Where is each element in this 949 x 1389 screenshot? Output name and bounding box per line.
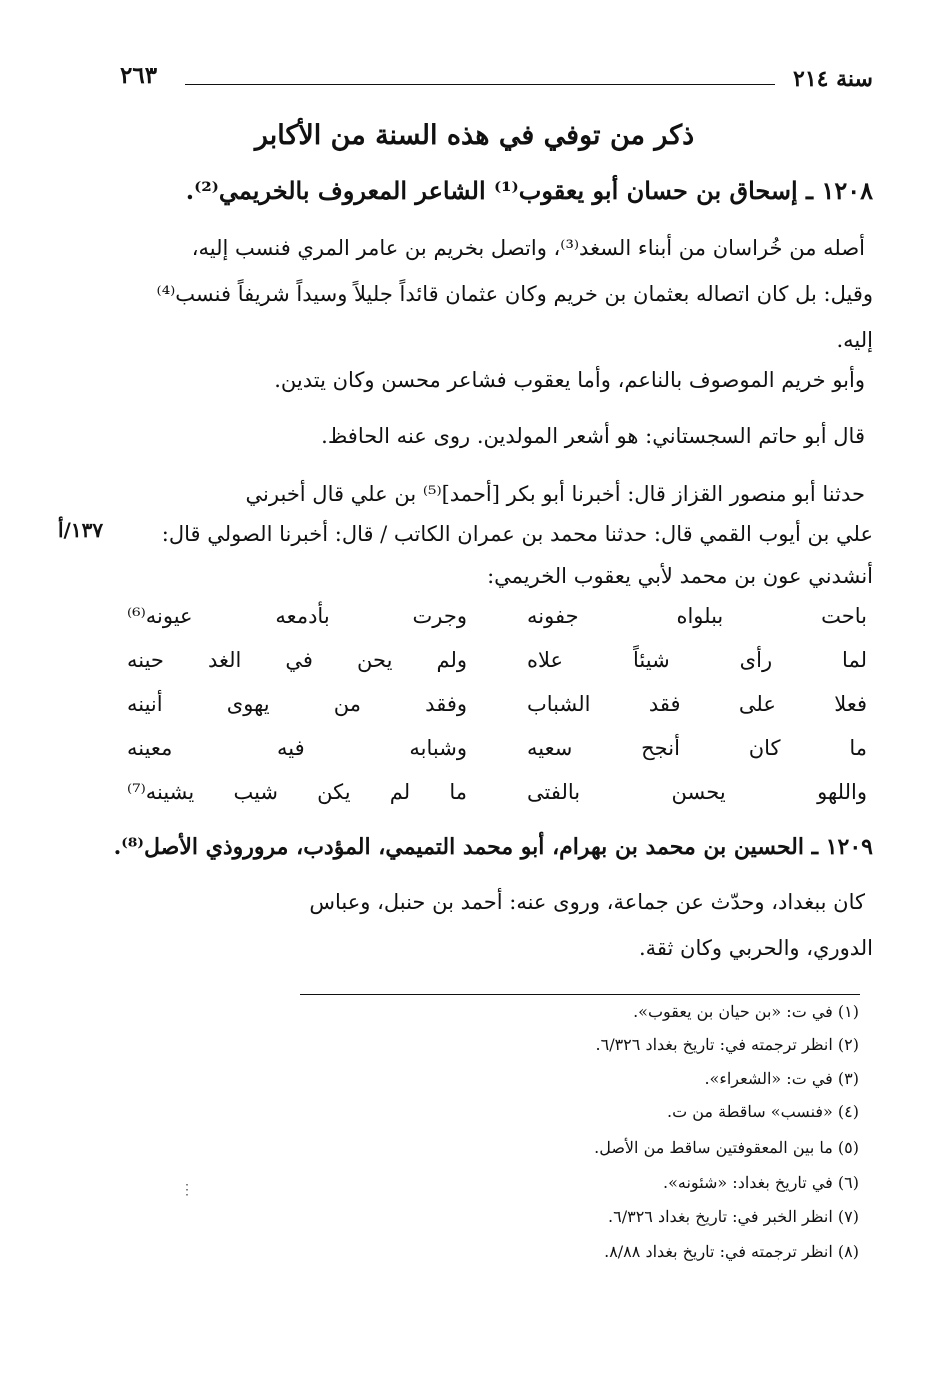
entry-1209-heading: ١٢٠٩ ـ الحسين بن محمد بن بهرام، أبو محمد التميمي، المؤدب، مروروذي الأصل⁽⁸⁾.	[113, 834, 873, 860]
folio-marker: ١٣٧/أ	[58, 518, 104, 542]
poem-verse-5-first-half: واللهو يحسن بالفتى	[527, 780, 867, 804]
entry-1208-heading: ١٢٠٨ ـ إسحاق بن حسان أبو يعقوب⁽¹⁾ الشاعر المعروف بالخريمي⁽²⁾.	[185, 176, 873, 205]
entry-1208-paragraph-3: قال أبو حاتم السجستاني: هو أشعر المولدين. روى عنه الحافظ.	[321, 424, 865, 448]
poem-verse-2-first-half: لما رأى شيئاً علاه	[527, 648, 867, 672]
poem-verse-4-second-half: وشبابه فيه معينه	[127, 736, 467, 760]
entry-1209-line-1: كان ببغداد، وحدّث عن جماعة، وروى عنه: أحمد بن حنبل، وعباس	[309, 890, 865, 914]
footnote-2: (٢) انظر ترجمته في: تاريخ بغداد ٦/٣٢٦.	[595, 1035, 859, 1054]
header-rule	[185, 84, 775, 85]
poem-verse-3-first-half: فعلا على فقد الشباب	[527, 692, 867, 716]
poem-verse-4-first-half: ما كان أنجح سعيه	[527, 736, 867, 760]
isnad-line-3: أنشدني عون بن محمد لأبي يعقوب الخريمي:	[487, 564, 873, 588]
entry-1208-line-2: وقيل: بل كان اتصاله بعثمان بن خريم وكان عثمان قائداً جليلاً وسيداً شريفاً فنسب⁽⁴⁾	[156, 282, 873, 306]
entry-1208-line-3: إليه.	[836, 328, 873, 352]
poem-verse-5-second-half: ما لم يكن شيب يشينه⁽⁷⁾	[127, 780, 467, 804]
poem-verse-1	[127, 604, 867, 640]
footnote-6: (٦) في تاريخ بغداد: «شئونه».	[663, 1173, 859, 1192]
poem-verse-4	[127, 736, 867, 772]
poem-verse-3	[127, 692, 867, 728]
poem-verse-5	[127, 780, 867, 816]
entry-1208-paragraph-2: وأبو خريم الموصوف بالناعم، وأما يعقوب فشاعر محسن وكان يتدين.	[274, 368, 865, 392]
poem-verse-2	[127, 648, 867, 684]
scan-mark: ⋮	[180, 1182, 194, 1198]
isnad-line-2: علي بن أيوب القمي قال: حدثنا محمد بن عمران الكاتب / قال: أخبرنا الصولي قال:	[161, 522, 873, 546]
section-title: ذكر من توفي في هذه السنة من الأكابر	[254, 120, 695, 151]
footnote-4: (٤) «فنسب» ساقطة من ت.	[667, 1102, 859, 1121]
footnote-7: (٧) انظر الخبر في: تاريخ بغداد ٦/٣٢٦.	[608, 1207, 859, 1226]
footnote-rule	[300, 994, 860, 995]
footnote-1: (١) في ت: «بن حيان بن يعقوب».	[633, 1002, 859, 1021]
poem-verse-1-first-half: باحت ببلواه جفونه	[527, 604, 867, 628]
isnad-line-1: حدثنا أبو منصور القزاز قال: أخبرنا أبو بكر [أحمد]⁽⁵⁾ بن علي قال أخبرني	[245, 482, 865, 506]
entry-1209-line-2: الدوري، والحربي وكان ثقة.	[638, 936, 873, 960]
footnote-8: (٨) انظر ترجمته في: تاريخ بغداد ٨/٨٨.	[604, 1242, 859, 1261]
poem-verse-1-second-half: وجرت بأدمعه عيونه⁽⁶⁾	[127, 604, 467, 628]
poem-verse-3-second-half: وفقد من يهوى أنينه	[127, 692, 467, 716]
entry-1208-line-1: أصله من خُراسان من أبناء السغد⁽³⁾، واتصل بخريم بن عامر المري فنسب إليه،	[191, 236, 865, 260]
running-header-year: سنة ٢١٤	[793, 66, 873, 92]
poem-verse-2-second-half: ولم يحن في الغد حينه	[127, 648, 467, 672]
footnote-5: (٥) ما بين المعقوفتين ساقط من الأصل.	[594, 1138, 859, 1157]
page-number: ٢٦٣	[120, 62, 158, 89]
footnote-3: (٣) في ت: «الشعراء».	[704, 1069, 859, 1088]
